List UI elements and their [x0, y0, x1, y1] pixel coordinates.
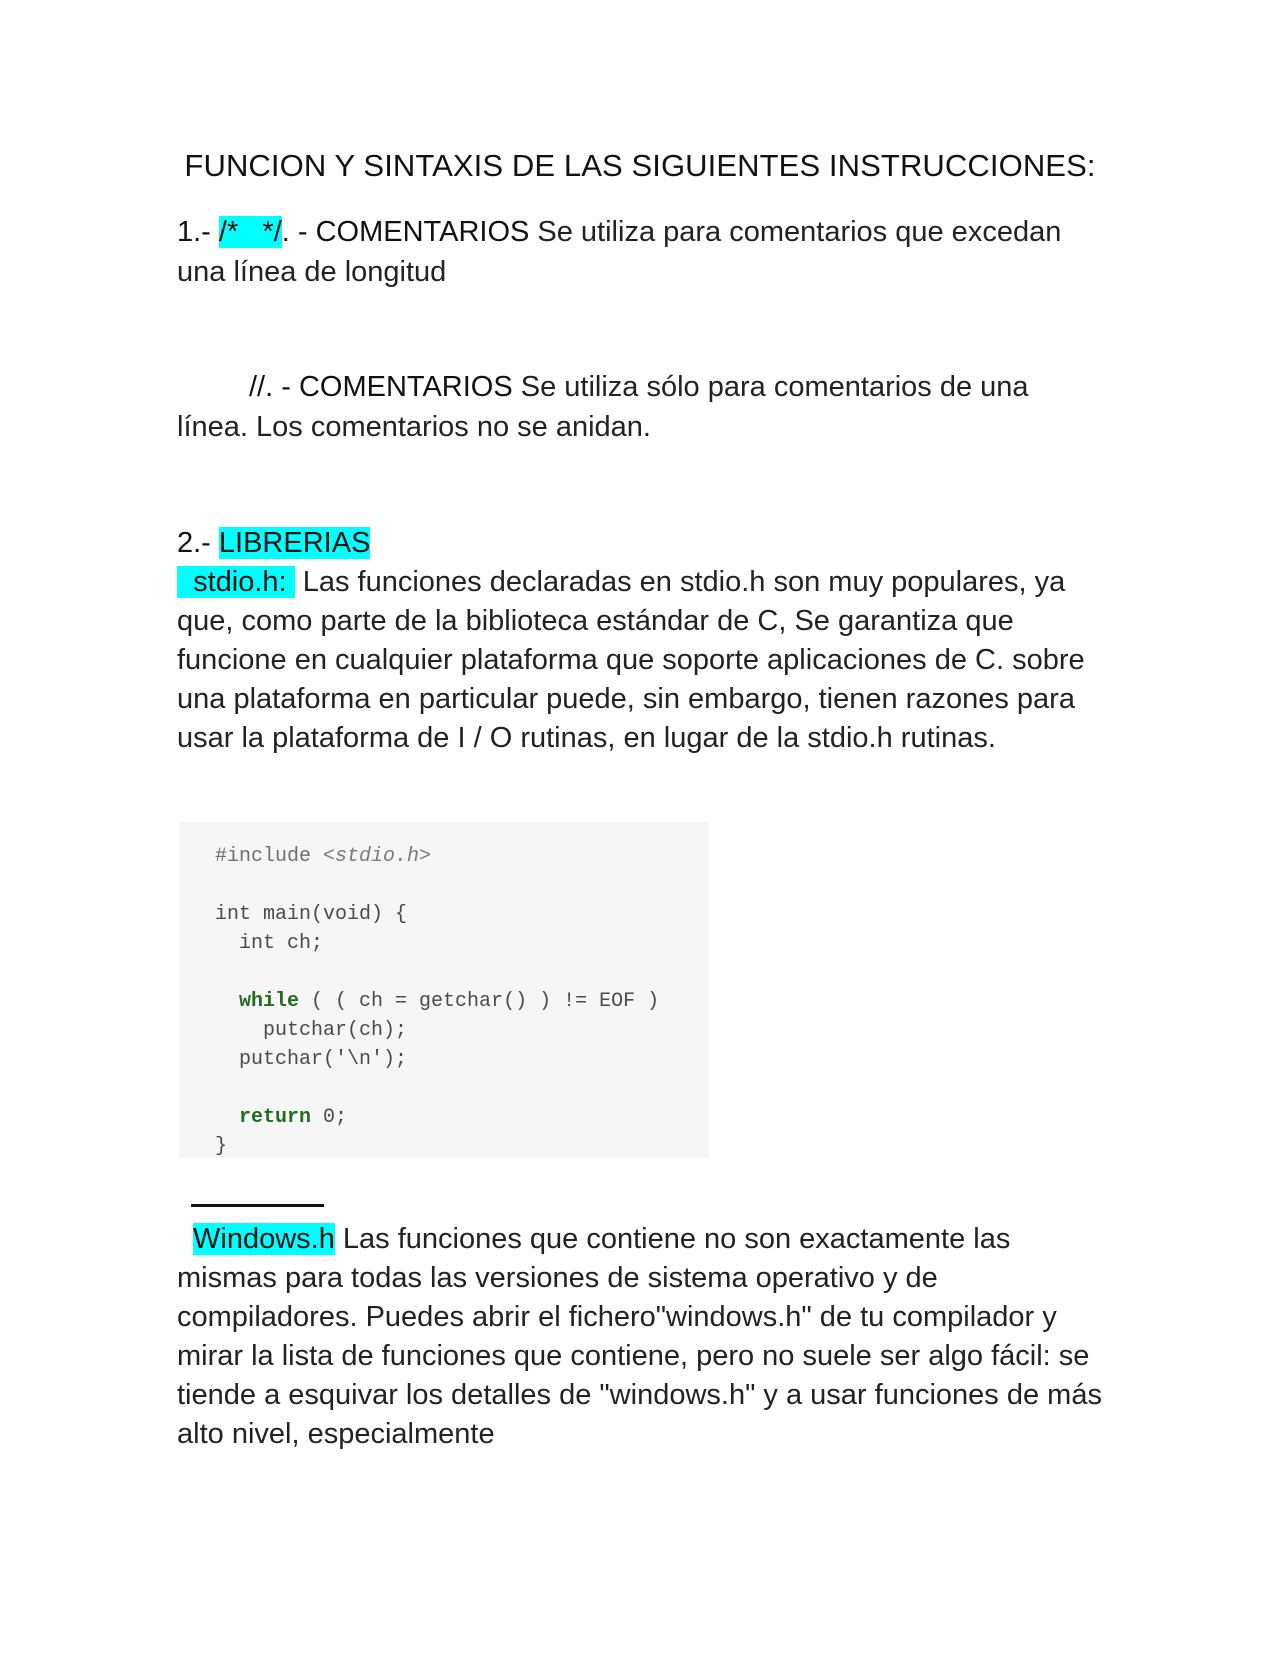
line-comment-symbol: //. - COMENTARIOS	[249, 371, 513, 403]
stdio-description: Las funciones declaradas en stdio.h son muy populares, ya que, como parte de la biblioteca estándar de C, Se garantiza que funcione en cualquier plataforma que soporte aplicaciones de C. sobre una plataforma en particular puede, sin embargo, tienen razones para usar la plataforma de I / O rutinas, en lugar de la stdio.h rutinas.	[177, 566, 1085, 754]
code-line-1-directive: #include	[215, 845, 324, 868]
section-2-number: 2.-	[177, 527, 219, 559]
code-line-4-keyword: while	[239, 990, 300, 1013]
block-comment-symbol: /* */	[218, 216, 282, 248]
windows-description: Las funciones que contiene no son exactamente las mismas para todas las versiones de sistema operativo y de compiladores. Puedes abrir el fichero"windows.h" de tu compilador y mirar la lista de funciones que contiene, pero no suele ser algo fácil: se tiende a esquivar los detalles de "windows.h" y a usar funciones de más alto nivel, especialmente	[177, 1223, 1102, 1450]
code-line-7-rest: 0;	[311, 1106, 348, 1129]
line-comment-description: Se utiliza sólo para comentarios de una línea. Los comentarios no se anidan.	[177, 371, 1029, 443]
stdio-label: stdio.h:	[177, 566, 295, 598]
section-2-heading	[177, 523, 1107, 563]
page-title: FUNCION Y SINTAXIS DE LAS SIGUIENTES INSTRUCCIONES:	[184, 148, 1096, 183]
windows-paragraph	[177, 1220, 1107, 1454]
code-line-7-keyword: return	[239, 1106, 312, 1129]
comment-label: . - COMENTARIOS	[281, 216, 530, 248]
code-line-3: int ch;	[215, 932, 324, 955]
code-line-6: putchar('\n');	[215, 1048, 408, 1071]
code-line-1-header: <stdio.h>	[323, 845, 432, 868]
code-line-2: int main(void) {	[215, 903, 408, 926]
section-1-number: 1.-	[177, 216, 219, 248]
code-example-image	[179, 822, 709, 1158]
line-comment-paragraph	[177, 367, 1107, 447]
stdio-paragraph	[177, 563, 1107, 758]
code-block	[215, 842, 659, 1161]
code-line-5: putchar(ch);	[215, 1019, 408, 1042]
code-line-4-rest: ( ( ch = getchar() ) != EOF )	[299, 990, 660, 1013]
code-line-8: }	[215, 1135, 228, 1158]
windows-label: Windows.h	[193, 1223, 335, 1255]
section-2-title: LIBRERIAS	[218, 527, 371, 559]
block-comment-description: Se utiliza para comentarios que excedan una línea de longitud	[177, 216, 1062, 288]
section-1-paragraph	[177, 212, 1107, 292]
horizontal-rule	[191, 1204, 324, 1207]
